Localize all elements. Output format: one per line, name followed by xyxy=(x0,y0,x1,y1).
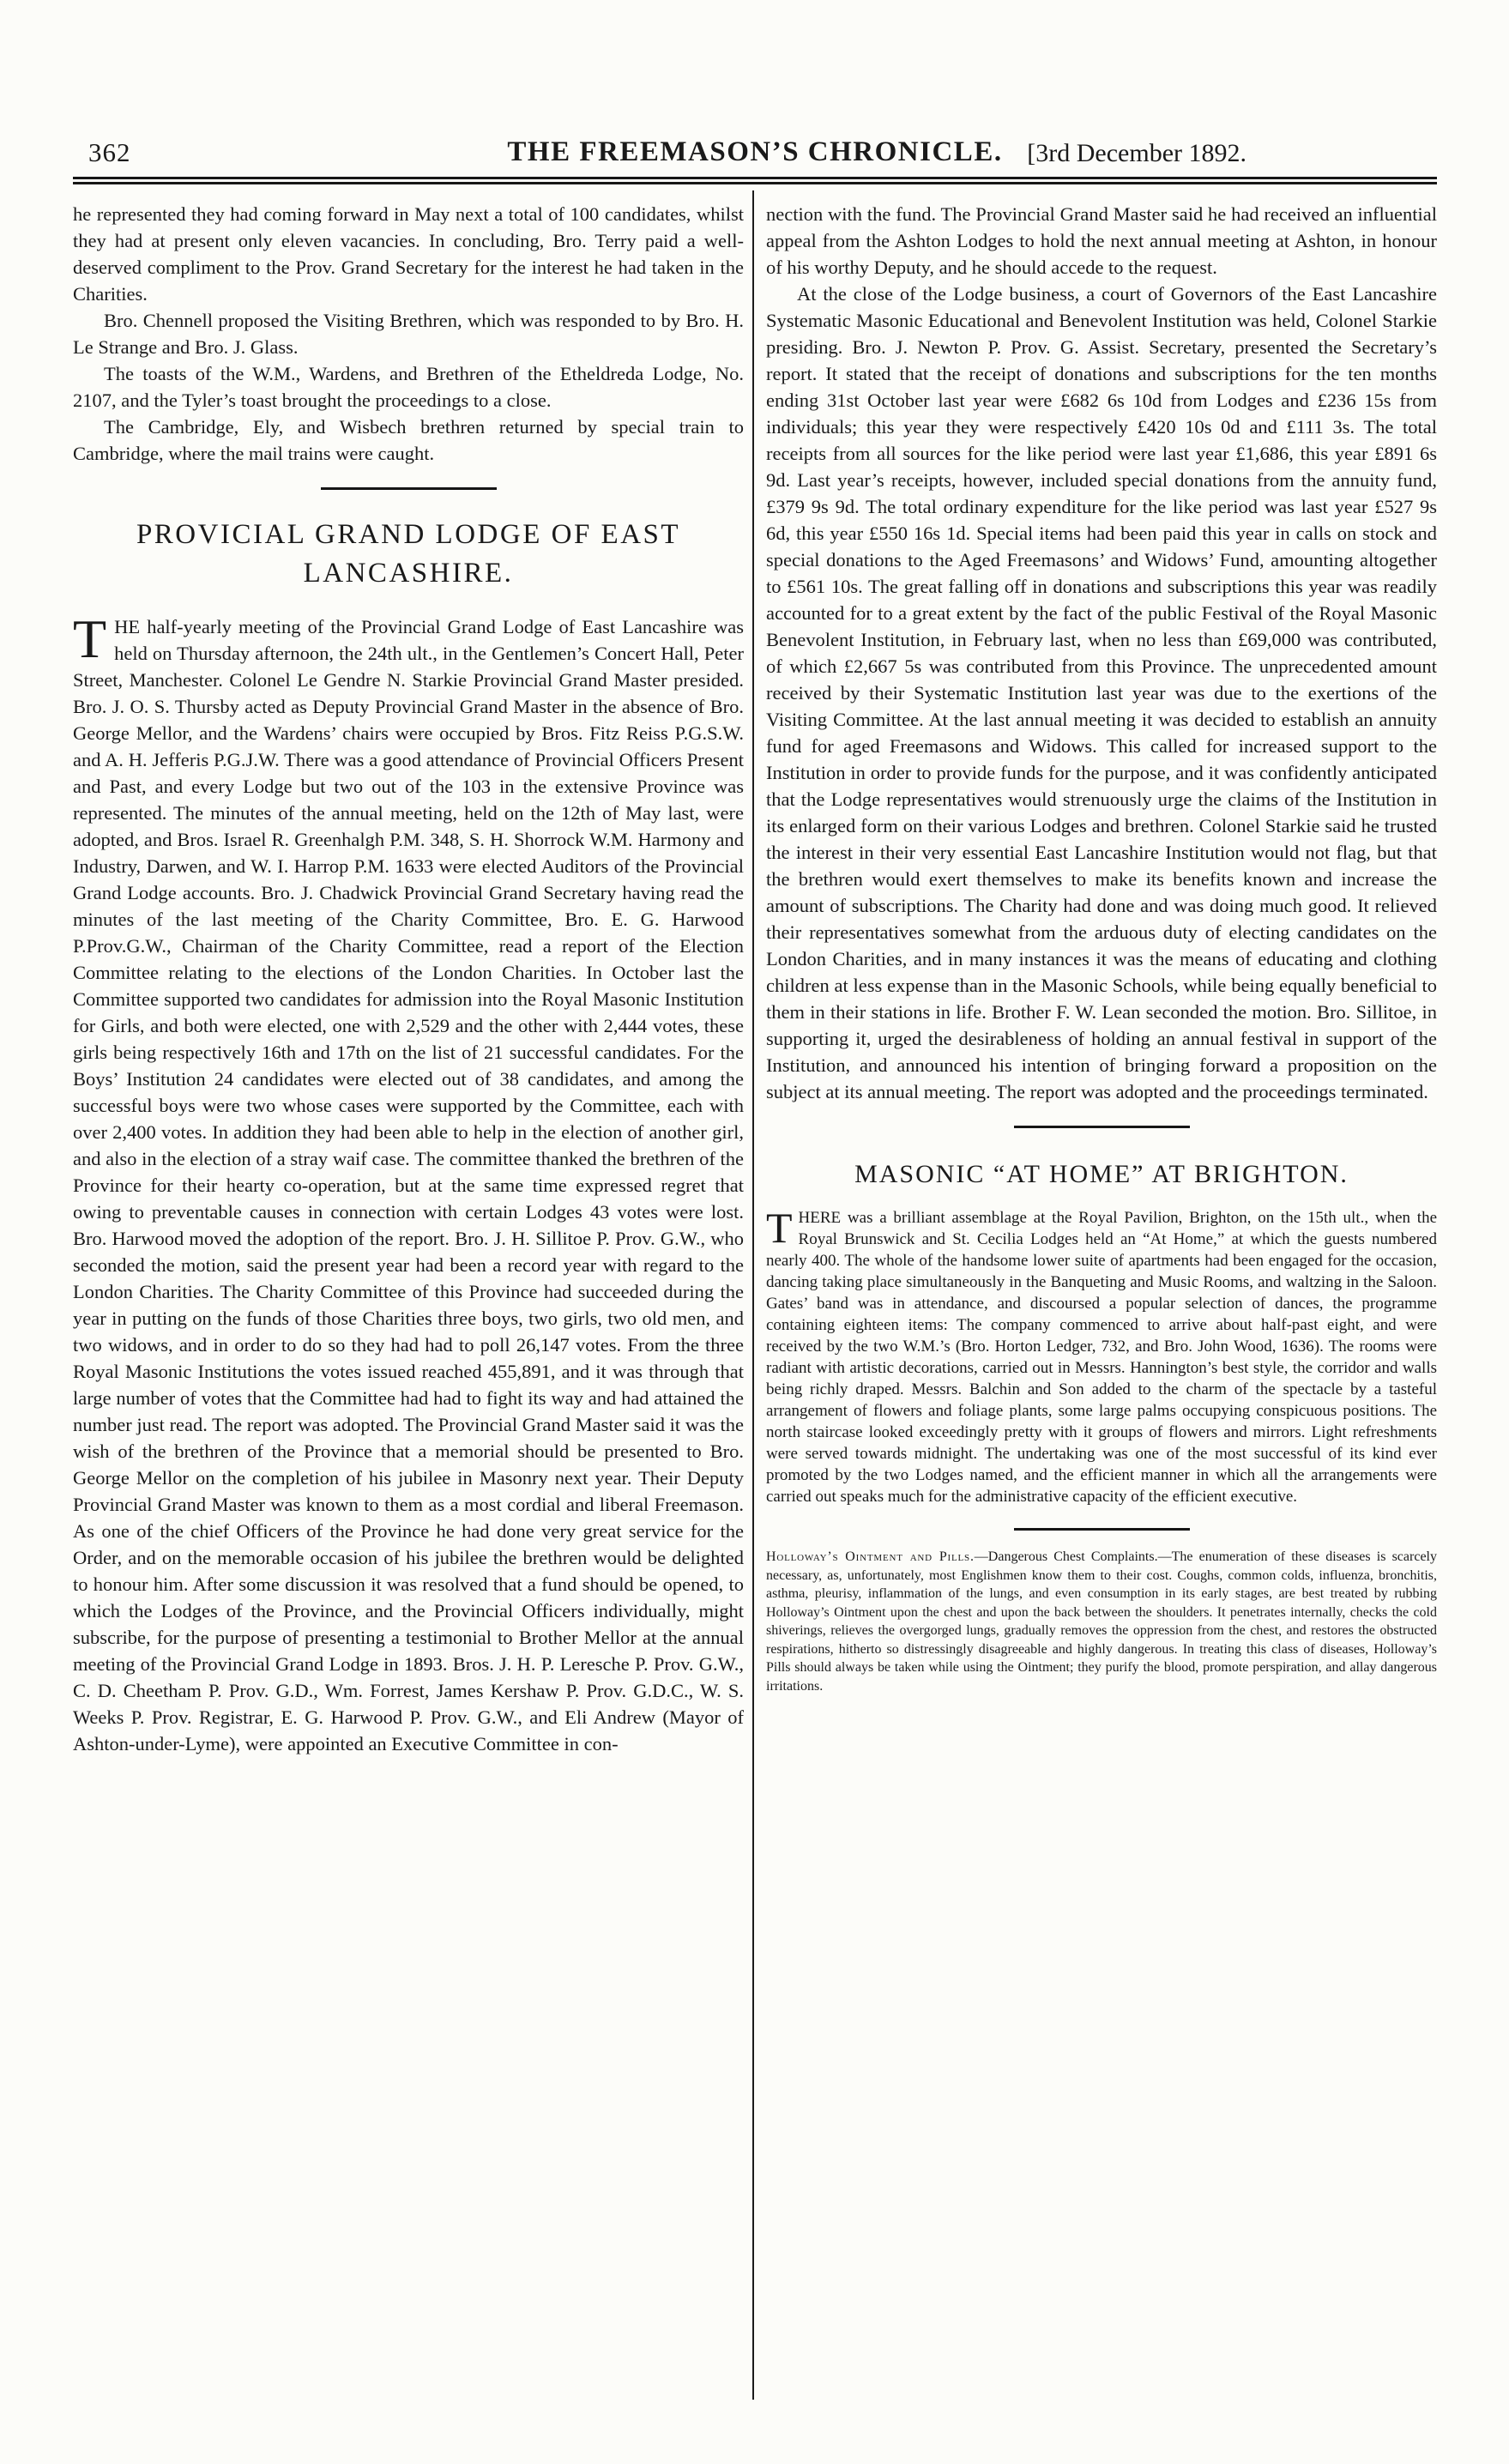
article-text: HERE was a brilliant assemblage at the Royal Pavilion, Brighton, on the 15th ult., when the Royal Brunswick and St. Cecilia Lodges held an “At Home,” at which the guests numbered nearly 400. The whole of the handsome lower suite of apartments had been engaged for the occasion, dancing taking place simultaneously in the Banqueting and Music Rooms, and waltzing in the Saloon. Gates’ band was in attendance, and discoursed a popular selection of dances, the programme containing eighteen items: The company commenced to arrive about half-past eight, and were received by the two W.M.’s (Bro. Horton Ledger, 732, and Bro. John Wood, 1636). The rooms were radiant with artistic decorations, carried out in Messrs. Hannington’s best style, the corridor and walls being richly draped. Messrs. Balchin and Son added to the charm of the spectacle by a tasteful arrangement of flowers and foliage plants, some large palms occupying conspicuous positions. The north staircase looked exceedingly pretty with it groups of flowers and mirrors. Light refreshments were served towards midnight. The undertaking was one of the most successful of its kind ever promoted by the two Lodges named, and the efficient manner in which all the arrangements were carried out speaks much for the administrative capacity of the efficient executive. xyxy=(766,1209,1437,1506)
article-body-brighton xyxy=(766,1204,1437,1507)
continuation-paragraph: The Cambridge, Ely, and Wisbech brethren returned by special train to Cambridge, where the mail trains were caught. xyxy=(73,416,744,464)
drop-cap-initial: T xyxy=(766,1204,793,1252)
advert-lead: Holloway’s Ointment and Pills. xyxy=(766,1549,975,1564)
section-divider-rule xyxy=(1014,1126,1190,1128)
article-body-east-lancashire xyxy=(73,608,744,1757)
page-columns xyxy=(73,201,1437,1757)
masthead-title: THE FREEMASON’S CHRONICLE. xyxy=(507,136,1003,167)
report-paragraph: At the close of the Lodge business, a court of Governors of the East Lancashire Systematic Masonic Educational and Benevolent Institution was held, Colonel Starkie presiding. Bro. J. Newton P. Prov. G. Assist. Secretary, presented the Secretary’s report. It stated that the receipt of donations and subscriptions for the ten months ending 31st October last year were £682 6s 10d from Lodges and £236 15s from individuals; this year they were respectively £420 10s 0d and £111 3s. The total receipts from all sources for the like period were last year £1,686, this year £891 6s 9d. Last year’s receipts, however, included special donations from the annuity fund, £379 9s 9d. The total ordinary expenditure for the like period was last year £527 9s 6d, this year £550 16s 1d. Special items had been paid this year in calls on stock and special donations to the Aged Freemasons’ and Widows’ Fund, amounting altogether to £561 10s. The great falling off in donations and subscriptions this year was readily accounted for to a great extent by the fact of the public Festival of the Royal Masonic Benevolent Institution, in February last, when no less than £69,000 was contributed, of which £2,667 5s was contributed from this Province. The unprecedented amount received by their Systematic Institution last year was due to the exertions of the Visiting Committee. At the last annual meeting it was decided to establish an annuity fund for aged Freemasons and Widows. This called for increased support to the Institution in order to provide funds for the purpose, and it was confidently anticipated that the Lodge representatives would strenuously urge the claims of the Institution in its enlarged form on their various Lodges and brethren. Colonel Starkie said he trusted the interest in their very essential East Lancashire Institution would not flag, but that the brethren would exert themselves to make its benefits known and increase the amount of subscriptions. The Charity had done and was doing much good. It relieved their representatives somewhat from the arduous duty of electing candidates on the London Charities, and in many instances it was the means of educating and clothing children at less expense than in the Masonic Schools, while being equally beneficial to them in their stations in life. Brother F. W. Lean seconded the motion. Bro. Sillitoe, in supporting it, urged the desirableness of holding an annual festival in support of the Institution, and announced his intention of bringing forward a proposition on the subject at its annual meeting. The report was adopted and the proceedings terminated. xyxy=(766,283,1437,1102)
drop-cap-initial: T xyxy=(73,608,107,669)
left-column xyxy=(73,201,744,1757)
continuation-paragraph: Bro. Chennell proposed the Visiting Brethren, which was responded to by Bro. H. Le Strange and Bro. J. Glass. xyxy=(73,310,744,358)
advert-text: —Dangerous Chest Complaints.—The enumeration of these diseases is scarcely necessary, as, unfortunately, most Englishmen know them to their cost. Coughs, common colds, influenza, bronchitis, asthma, pleurisy, inflammation of the lungs, and even consumption in its early stages, are best treated by rubbing Holloway’s Ointment upon the chest and upon the back between the shoulders. It penetrates internally, checks the cold shiverings, relieves the overgorged lungs, gradually removes the oppression from the chest, and restores the obstructed respirations, hitherto so distressingly disagreeable and highly dangerous. In treating this class of diseases, Holloway’s Pills should always be taken while using the Ointment; they purify the blood, promote perspiration, and allay dangerous irritations. xyxy=(766,1549,1437,1694)
continuation-paragraph: he represented they had coming forward in May next a total of 100 candidates, whilst they had at present only eleven vacancies. In concluding, Bro. Terry paid a well-deserved compliment to the Prov. Grand Secretary for the interest he had taken in the Charities. xyxy=(73,203,744,305)
section-divider-rule xyxy=(321,487,497,490)
continuation-paragraph: nection with the fund. The Provincial Grand Master said he had received an influential appeal from the Ashton Lodges to hold the next annual meeting at Ashton, in honour of his worthy Deputy, and he should accede to the request. xyxy=(766,203,1437,278)
article-text: HE half-yearly meeting of the Provincial Grand Lodge of East Lancashire was held on Thursday afternoon, the 24th ult., in the Gentlemen’s Concert Hall, Peter Street, Manchester. Colonel Le Gendre N. Starkie Provincial Grand Master presided. Bro. J. O. S. Thursby acted as Deputy Provincial Grand Master in the absence of Bro. George Mellor, and the Wardens’ chairs were occupied by Bros. Fitz Reiss P.G.S.W. and A. H. Jefferis P.G.J.W. There was a good attendance of Provincial Officers Present and Past, and every Lodge but two out of the 103 in the extensive Province was represented. The minutes of the annual meeting, held on the 12th of May last, were adopted, and Bros. Israel R. Greenhalgh P.M. 348, S. H. Shorrock W.M. Harmony and Industry, Darwen, and W. I. Harrop P.M. 1633 were elected Auditors of the Provincial Grand Lodge accounts. Bro. J. Chadwick Provincial Grand Secretary having read the minutes of the last meeting of the Charity Committee, Bro. E. G. Harwood P.Prov.G.W., Chairman of the Charity Committee, read a report of the Election Committee relating to the elections of the London Charities. In October last the Committee supported two candidates for admission into the Royal Masonic Institution for Girls, and both were elected, one with 2,529 and the other with 2,444 votes, these girls being respectively 16th and 17th on the list of 21 successful candidates. For the Boys’ Institution 24 candidates were elected out of 38 candidates, and among the successful boys were two whose cases were supported by the Committee, each with over 2,400 votes. In addition they had been able to help in the election of another girl, and also in the election of a stray waif case. The committee thanked the brethren of the Province for their hearty co-operation, but at the same time expressed regret that owing to preventable causes in connection with certain Lodges 43 votes were lost. Bro. Harwood moved the adoption of the report. Bro. J. H. Sillitoe P. Prov. G.W., who seconded the motion, said the present year had been a record year with regard to the London Charities. The Charity Committee of this Province had succeeded during the year in putting on the funds of those Charities three boys, two girls, two old men, and two widows, and in order to do so they had had to poll 26,147 votes. From the three Royal Masonic Institutions the votes issued reached 455,891, and it was through that large number of votes that the Committee had had to fight its way and had attained the number just read. The report was adopted. The Provincial Grand Master said it was the wish of the brethren of the Province that a memorial should be presented to Bro. George Mellor on the completion of his jubilee in Masonry next year. Their Deputy Provincial Grand Master was known to them as a most cordial and liberal Freemason. As one of the chief Officers of the Province he had done very great service for the Order, and on the memorable occasion of his jubilee the brethren would be delighted to honour him. After some discussion it was resolved that a fund should be opened, to which the Lodges of the Province, and the Provincial Officers individually, might subscribe, for the purpose of presenting a testimonial to Brother Mellor at the annual meeting of the Provincial Grand Lodge in 1893. Bros. J. H. P. Leresche P. Prov. G.W., C. D. Cheetham P. Prov. G.D., Wm. Forrest, James Kershaw P. Prov. G.D.C., W. S. Weeks P. Prov. Registrar, E. G. Harwood P. Prov. G.W., and Eli Andrew (Mayor of Ashton-under-Lyme), were appointed an Executive Committee in con- xyxy=(73,616,744,1754)
continuation-paragraph: The toasts of the W.M., Wardens, and Brethren of the Etheldreda Lodge, No. 2107, and the Tyler’s toast brought the proceedings to a close. xyxy=(73,363,744,411)
page-number: 362 xyxy=(88,137,131,167)
section-divider-rule xyxy=(1014,1528,1190,1531)
right-column xyxy=(766,201,1437,1757)
page-header xyxy=(73,120,1437,170)
header-double-rule xyxy=(73,177,1437,184)
advert-holloways xyxy=(766,1548,1437,1695)
article-heading-east-lancashire: PROVICIAL GRAND LODGE OF EAST LANCASHIRE. xyxy=(136,519,681,589)
article-heading-brighton: MASONIC “AT HOME” AT BRIGHTON. xyxy=(854,1160,1349,1188)
issue-date: [3rd December 1892. xyxy=(1027,139,1246,167)
